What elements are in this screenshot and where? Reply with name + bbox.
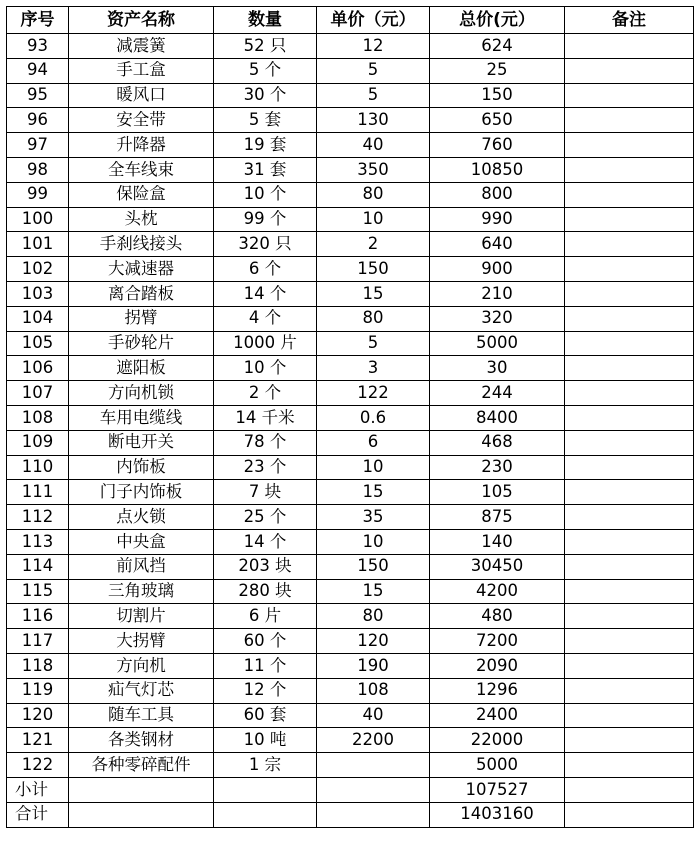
cell-total-price: 140	[430, 529, 565, 554]
cell-total-price: 875	[430, 505, 565, 530]
cell-asset-name: 前风挡	[69, 554, 214, 579]
cell-index: 97	[7, 133, 69, 158]
table-row	[7, 728, 694, 753]
cell-unit-price: 150	[317, 554, 430, 579]
cell-index: 100	[7, 207, 69, 232]
table-row	[7, 182, 694, 207]
cell-asset-name: 门子内饰板	[69, 480, 214, 505]
cell-asset-name	[69, 802, 214, 827]
cell-total-price: 320	[430, 306, 565, 331]
cell-quantity: 78 个	[214, 430, 317, 455]
cell-quantity	[214, 802, 317, 827]
cell-total-price: 7200	[430, 629, 565, 654]
table-row	[7, 405, 694, 430]
table-row	[7, 802, 694, 827]
cell-remarks	[565, 306, 694, 331]
cell-total-price: 1403160	[430, 802, 565, 827]
cell-index: 116	[7, 604, 69, 629]
table-row	[7, 629, 694, 654]
cell-unit-price: 15	[317, 281, 430, 306]
table-row	[7, 381, 694, 406]
header-unit-price: 单价（元）	[317, 7, 430, 34]
cell-remarks	[565, 133, 694, 158]
cell-remarks	[565, 529, 694, 554]
cell-total-price: 10850	[430, 157, 565, 182]
asset-table	[6, 6, 694, 828]
cell-index: 合计	[7, 802, 69, 827]
cell-unit-price: 350	[317, 157, 430, 182]
table-row	[7, 34, 694, 59]
cell-remarks	[565, 802, 694, 827]
cell-asset-name: 方向机	[69, 653, 214, 678]
cell-unit-price: 35	[317, 505, 430, 530]
table-row	[7, 58, 694, 83]
table-row	[7, 554, 694, 579]
cell-total-price: 624	[430, 34, 565, 59]
table-row	[7, 356, 694, 381]
header-quantity: 数量	[214, 7, 317, 34]
cell-index: 113	[7, 529, 69, 554]
table-row	[7, 579, 694, 604]
cell-asset-name: 手工盒	[69, 58, 214, 83]
cell-index: 120	[7, 703, 69, 728]
cell-unit-price: 3	[317, 356, 430, 381]
cell-index: 117	[7, 629, 69, 654]
asset-table-container	[6, 6, 694, 828]
cell-quantity: 2 个	[214, 381, 317, 406]
cell-index: 103	[7, 281, 69, 306]
cell-remarks	[565, 257, 694, 282]
cell-index: 93	[7, 34, 69, 59]
cell-remarks	[565, 207, 694, 232]
cell-index: 121	[7, 728, 69, 753]
cell-total-price: 105	[430, 480, 565, 505]
cell-unit-price: 15	[317, 579, 430, 604]
cell-asset-name: 断电开关	[69, 430, 214, 455]
cell-unit-price	[317, 802, 430, 827]
cell-asset-name: 遮阳板	[69, 356, 214, 381]
cell-quantity: 11 个	[214, 653, 317, 678]
cell-asset-name: 全车线束	[69, 157, 214, 182]
cell-unit-price: 40	[317, 703, 430, 728]
cell-total-price: 30450	[430, 554, 565, 579]
cell-total-price: 1296	[430, 678, 565, 703]
table-row	[7, 505, 694, 530]
cell-remarks	[565, 753, 694, 778]
cell-remarks	[565, 157, 694, 182]
table-row	[7, 331, 694, 356]
cell-total-price: 230	[430, 455, 565, 480]
cell-total-price: 800	[430, 182, 565, 207]
table-row	[7, 777, 694, 802]
cell-asset-name: 减震簧	[69, 34, 214, 59]
cell-index: 109	[7, 430, 69, 455]
cell-asset-name: 手砂轮片	[69, 331, 214, 356]
cell-asset-name: 随车工具	[69, 703, 214, 728]
cell-quantity: 7 块	[214, 480, 317, 505]
cell-remarks	[565, 405, 694, 430]
cell-remarks	[565, 34, 694, 59]
cell-remarks	[565, 554, 694, 579]
cell-total-price: 2400	[430, 703, 565, 728]
cell-index: 104	[7, 306, 69, 331]
cell-quantity: 320 只	[214, 232, 317, 257]
cell-index: 95	[7, 83, 69, 108]
cell-index: 110	[7, 455, 69, 480]
header-asset-name: 资产名称	[69, 7, 214, 34]
cell-remarks	[565, 232, 694, 257]
table-row	[7, 207, 694, 232]
cell-quantity: 99 个	[214, 207, 317, 232]
cell-quantity: 31 套	[214, 157, 317, 182]
cell-total-price: 900	[430, 257, 565, 282]
cell-quantity	[214, 777, 317, 802]
cell-total-price: 468	[430, 430, 565, 455]
cell-quantity: 5 个	[214, 58, 317, 83]
cell-asset-name: 方向机锁	[69, 381, 214, 406]
cell-index: 94	[7, 58, 69, 83]
table-row	[7, 157, 694, 182]
cell-unit-price: 15	[317, 480, 430, 505]
cell-unit-price: 80	[317, 604, 430, 629]
cell-quantity: 25 个	[214, 505, 317, 530]
cell-index: 112	[7, 505, 69, 530]
cell-asset-name: 头枕	[69, 207, 214, 232]
cell-index: 108	[7, 405, 69, 430]
cell-asset-name: 各种零碎配件	[69, 753, 214, 778]
cell-total-price: 244	[430, 381, 565, 406]
cell-asset-name: 切割片	[69, 604, 214, 629]
cell-asset-name: 保险盒	[69, 182, 214, 207]
cell-remarks	[565, 331, 694, 356]
cell-asset-name: 拐臂	[69, 306, 214, 331]
cell-quantity: 12 个	[214, 678, 317, 703]
cell-total-price: 4200	[430, 579, 565, 604]
cell-quantity: 6 个	[214, 257, 317, 282]
cell-index: 小计	[7, 777, 69, 802]
cell-total-price: 210	[430, 281, 565, 306]
cell-asset-name: 内饰板	[69, 455, 214, 480]
cell-total-price: 5000	[430, 753, 565, 778]
cell-remarks	[565, 381, 694, 406]
cell-quantity: 1 宗	[214, 753, 317, 778]
cell-quantity: 6 片	[214, 604, 317, 629]
cell-total-price: 25	[430, 58, 565, 83]
cell-quantity: 52 只	[214, 34, 317, 59]
cell-unit-price: 5	[317, 83, 430, 108]
table-row	[7, 678, 694, 703]
cell-unit-price: 150	[317, 257, 430, 282]
cell-unit-price: 0.6	[317, 405, 430, 430]
cell-total-price: 2090	[430, 653, 565, 678]
table-row	[7, 529, 694, 554]
cell-quantity: 60 个	[214, 629, 317, 654]
cell-asset-name: 中央盒	[69, 529, 214, 554]
cell-total-price: 650	[430, 108, 565, 133]
cell-unit-price: 108	[317, 678, 430, 703]
cell-total-price: 107527	[430, 777, 565, 802]
cell-unit-price: 80	[317, 306, 430, 331]
header-row	[7, 7, 694, 34]
cell-asset-name: 安全带	[69, 108, 214, 133]
cell-unit-price: 5	[317, 58, 430, 83]
cell-remarks	[565, 480, 694, 505]
cell-quantity: 60 套	[214, 703, 317, 728]
cell-quantity: 5 套	[214, 108, 317, 133]
cell-asset-name: 大拐臂	[69, 629, 214, 654]
cell-asset-name: 点火锁	[69, 505, 214, 530]
cell-remarks	[565, 182, 694, 207]
cell-remarks	[565, 678, 694, 703]
table-row	[7, 306, 694, 331]
cell-remarks	[565, 703, 694, 728]
cell-remarks	[565, 455, 694, 480]
cell-asset-name	[69, 777, 214, 802]
table-row	[7, 604, 694, 629]
cell-asset-name: 升降器	[69, 133, 214, 158]
header-total-price: 总价(元）	[430, 7, 565, 34]
cell-index: 98	[7, 157, 69, 182]
cell-quantity: 4 个	[214, 306, 317, 331]
cell-remarks	[565, 505, 694, 530]
table-row	[7, 653, 694, 678]
cell-remarks	[565, 604, 694, 629]
cell-index: 114	[7, 554, 69, 579]
cell-unit-price: 80	[317, 182, 430, 207]
cell-quantity: 14 个	[214, 529, 317, 554]
table-body	[7, 34, 694, 828]
cell-index: 107	[7, 381, 69, 406]
header-remarks: 备注	[565, 7, 694, 34]
table-row	[7, 430, 694, 455]
cell-quantity: 10 吨	[214, 728, 317, 753]
header-index: 序号	[7, 7, 69, 34]
cell-index: 115	[7, 579, 69, 604]
cell-remarks	[565, 777, 694, 802]
cell-remarks	[565, 58, 694, 83]
cell-index: 102	[7, 257, 69, 282]
cell-quantity: 10 个	[214, 356, 317, 381]
cell-asset-name: 手刹线接头	[69, 232, 214, 257]
cell-unit-price: 6	[317, 430, 430, 455]
cell-unit-price: 2	[317, 232, 430, 257]
cell-index: 101	[7, 232, 69, 257]
cell-asset-name: 三角玻璃	[69, 579, 214, 604]
cell-total-price: 30	[430, 356, 565, 381]
table-row	[7, 753, 694, 778]
cell-total-price: 8400	[430, 405, 565, 430]
cell-unit-price: 10	[317, 207, 430, 232]
cell-remarks	[565, 653, 694, 678]
cell-quantity: 203 块	[214, 554, 317, 579]
cell-index: 96	[7, 108, 69, 133]
cell-asset-name: 车用电缆线	[69, 405, 214, 430]
cell-unit-price: 122	[317, 381, 430, 406]
cell-remarks	[565, 629, 694, 654]
cell-total-price: 760	[430, 133, 565, 158]
cell-unit-price: 12	[317, 34, 430, 59]
cell-remarks	[565, 579, 694, 604]
cell-asset-name: 疝气灯芯	[69, 678, 214, 703]
cell-remarks	[565, 108, 694, 133]
cell-total-price: 22000	[430, 728, 565, 753]
cell-unit-price: 5	[317, 331, 430, 356]
cell-index: 105	[7, 331, 69, 356]
table-header	[7, 7, 694, 34]
cell-asset-name: 暖风口	[69, 83, 214, 108]
cell-index: 106	[7, 356, 69, 381]
cell-remarks	[565, 356, 694, 381]
cell-quantity: 19 套	[214, 133, 317, 158]
cell-total-price: 640	[430, 232, 565, 257]
cell-index: 99	[7, 182, 69, 207]
cell-remarks	[565, 728, 694, 753]
table-row	[7, 133, 694, 158]
table-row	[7, 232, 694, 257]
cell-index: 122	[7, 753, 69, 778]
cell-unit-price: 2200	[317, 728, 430, 753]
cell-remarks	[565, 281, 694, 306]
table-row	[7, 281, 694, 306]
cell-total-price: 990	[430, 207, 565, 232]
cell-remarks	[565, 430, 694, 455]
cell-asset-name: 离合踏板	[69, 281, 214, 306]
cell-quantity: 10 个	[214, 182, 317, 207]
table-row	[7, 480, 694, 505]
cell-quantity: 23 个	[214, 455, 317, 480]
cell-unit-price: 190	[317, 653, 430, 678]
cell-quantity: 280 块	[214, 579, 317, 604]
cell-index: 119	[7, 678, 69, 703]
table-row	[7, 108, 694, 133]
cell-remarks	[565, 83, 694, 108]
table-row	[7, 455, 694, 480]
cell-unit-price	[317, 777, 430, 802]
cell-total-price: 5000	[430, 331, 565, 356]
cell-unit-price: 10	[317, 529, 430, 554]
cell-index: 111	[7, 480, 69, 505]
cell-unit-price	[317, 753, 430, 778]
cell-quantity: 14 千米	[214, 405, 317, 430]
table-row	[7, 83, 694, 108]
table-row	[7, 257, 694, 282]
cell-quantity: 1000 片	[214, 331, 317, 356]
cell-unit-price: 130	[317, 108, 430, 133]
cell-total-price: 150	[430, 83, 565, 108]
cell-index: 118	[7, 653, 69, 678]
cell-asset-name: 大减速器	[69, 257, 214, 282]
cell-unit-price: 10	[317, 455, 430, 480]
table-row	[7, 703, 694, 728]
cell-unit-price: 120	[317, 629, 430, 654]
cell-asset-name: 各类钢材	[69, 728, 214, 753]
cell-total-price: 480	[430, 604, 565, 629]
cell-quantity: 30 个	[214, 83, 317, 108]
cell-quantity: 14 个	[214, 281, 317, 306]
cell-unit-price: 40	[317, 133, 430, 158]
